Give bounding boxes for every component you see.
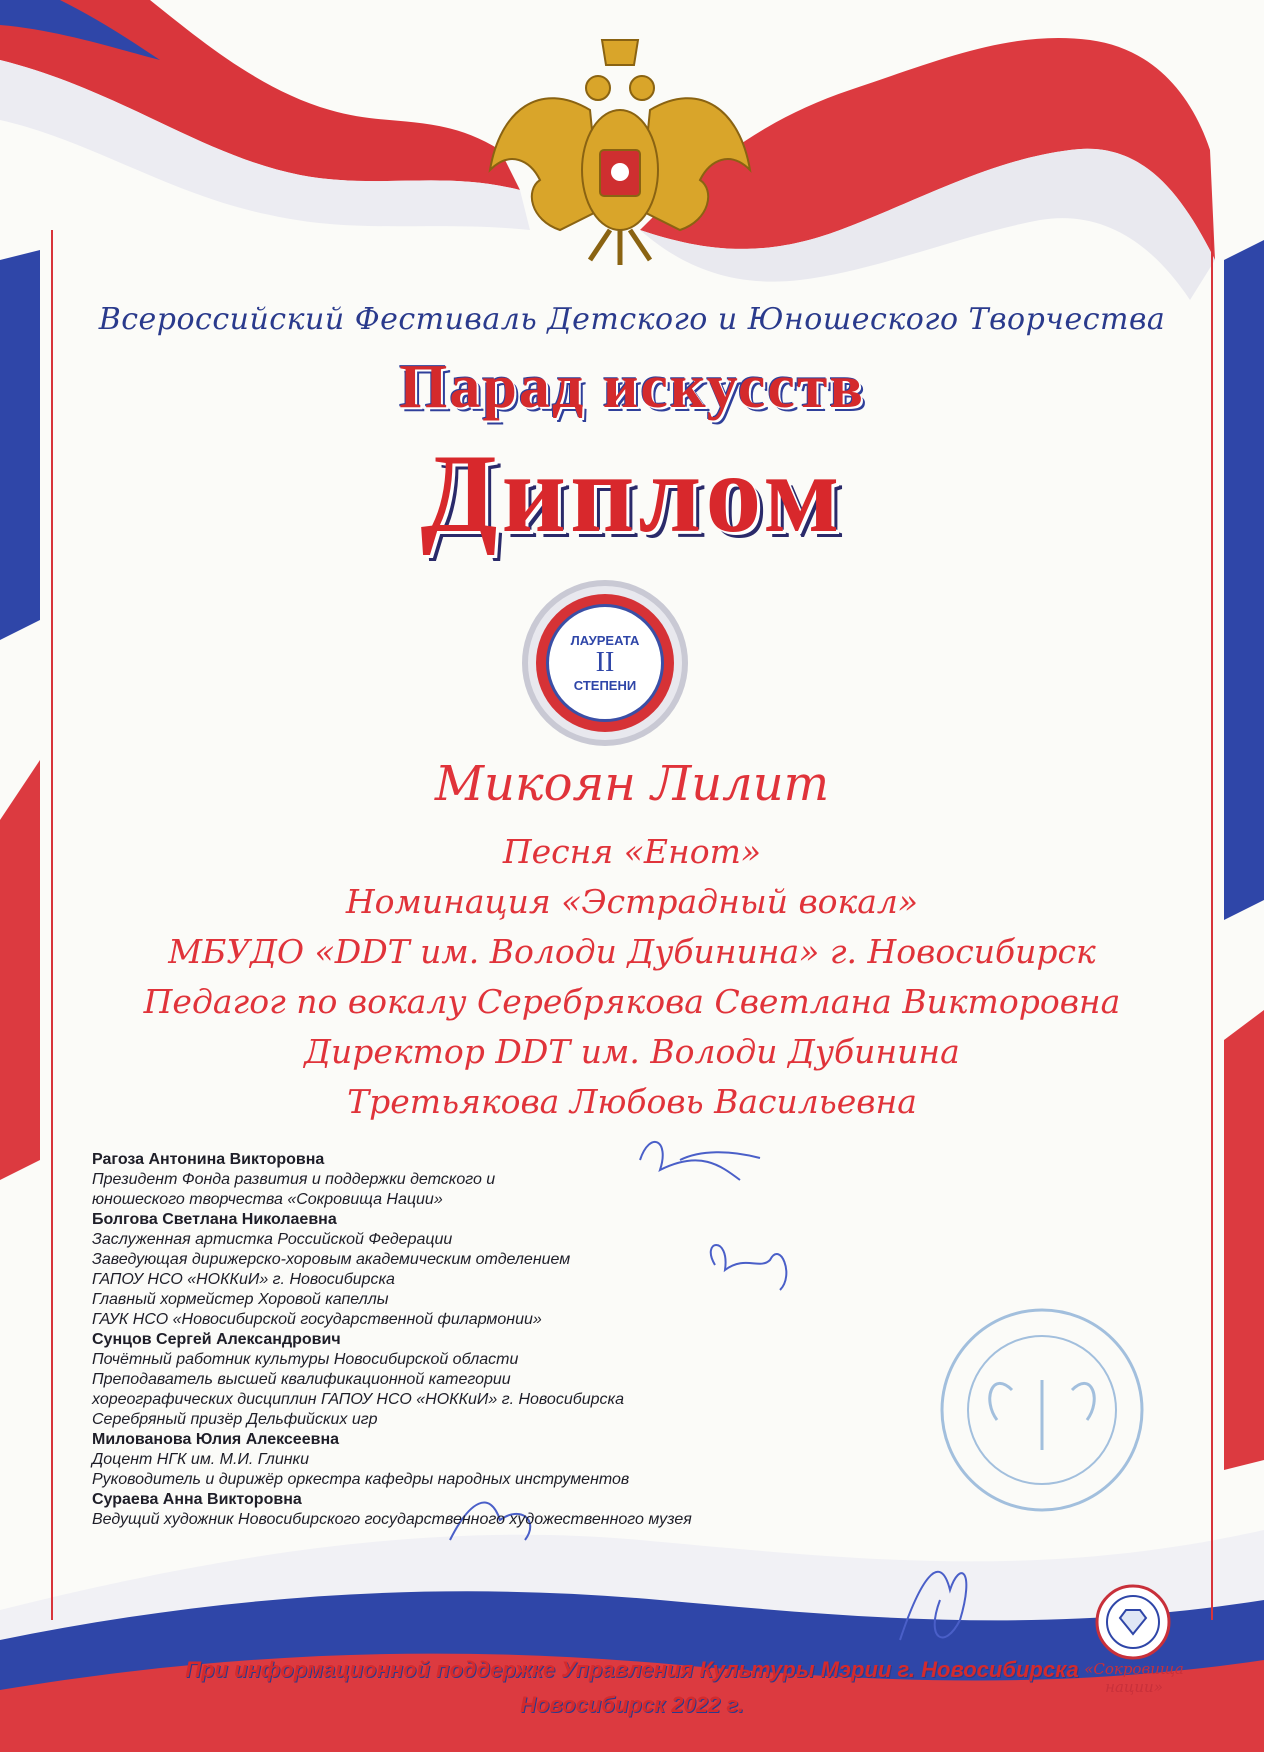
jury-member-role: Доцент НГК им. М.И. Глинки [92, 1451, 309, 1468]
organization-logo-caption: «Сокровища нации» [1084, 1660, 1184, 1696]
laureate-name: Микоян Лилит [434, 756, 830, 812]
jury-member [92, 1430, 812, 1490]
medal-ring [536, 594, 674, 732]
medal-line-1: ЛАУРЕАТА [570, 633, 640, 648]
award-director-name: Третьякова Любовь Васильевна [347, 1082, 917, 1121]
jury-member-name: Болгова Светлана Николаевна [92, 1211, 337, 1228]
award-song: Песня «Енот» [502, 832, 762, 871]
jury-member-role: хореографических дисциплин ГАПОУ НСО «НОККиИ» г. Новосибирска [92, 1391, 624, 1408]
jury-member-role: Почётный работник культуры Новосибирской области [92, 1351, 519, 1368]
jury-member [92, 1490, 812, 1530]
footer-city-year: Новосибирск 2022 г. [520, 1692, 744, 1717]
flag-right-red [1224, 1010, 1264, 1470]
jury-member-role: Преподаватель высшей квалификационной категории [92, 1371, 511, 1388]
jury-member-role: Руководитель и дирижёр оркестра кафедры народных инструментов [92, 1471, 630, 1488]
jury-member-role: Заведующая дирижерско-хоровым академическим отделением [92, 1251, 571, 1268]
award-nomination: Номинация «Эстрадный вокал» [345, 882, 919, 921]
jury-member [92, 1150, 812, 1210]
laureate-medal [522, 580, 688, 746]
jury-member-name: Сунцов Сергей Александрович [92, 1331, 341, 1348]
festival-title: Всероссийский Фестиваль Детского и Юношеского Творчества [98, 302, 1166, 337]
award-school: МБУДО «DDT им. Володи Дубинина» г. Новосибирск [168, 932, 1096, 971]
seal-stamp [942, 1310, 1142, 1510]
award-teacher: Педагог по вокалу Серебрякова Светлана Викторовна [143, 982, 1121, 1021]
jury-member-name: Рагоза Антонина Викторовна [92, 1151, 325, 1168]
medal-inner [546, 604, 664, 722]
organization-logo [1078, 1582, 1188, 1662]
festival-name: Парад искусств [399, 353, 865, 421]
jury-list [92, 1150, 812, 1530]
jury-member [92, 1210, 812, 1330]
jury-member-name: Милованова Юлия Алексеевна [92, 1431, 339, 1448]
jury-member-role: Ведущий художник Новосибирского государственного художественного музея [92, 1511, 692, 1528]
jury-member-role: Главный хормейстер Хоровой капеллы [92, 1291, 389, 1308]
jury-member-role: ГАУК НСО «Новосибирской государственной филармонии» [92, 1311, 542, 1328]
jury-member-name: Сураева Анна Викторовна [92, 1491, 302, 1508]
footer-support-line: При информационной поддержке Управления Культуры Мэрии г. Новосибирска [185, 1657, 1079, 1682]
jury-member [92, 1330, 812, 1430]
jury-member-role: ГАПОУ НСО «НОККиИ» г. Новосибирска [92, 1271, 395, 1288]
award-director: Директор DDT им. Володи Дубинина [304, 1032, 960, 1071]
jury-member-role: Президент Фонда развития и поддержки детского и [92, 1171, 496, 1188]
jury-member-role: юношеского творчества «Сокровища Нации» [92, 1191, 443, 1208]
medal-degree: II [595, 647, 615, 678]
medal-line-3: СТЕПЕНИ [573, 678, 637, 693]
flag-right-blue [1224, 240, 1264, 920]
document-title: Диплом [420, 432, 844, 556]
jury-member-role: Серебряный призёр Дельфийских игр [92, 1411, 378, 1428]
jury-member-role: Заслуженная артистка Российской Федерации [92, 1231, 453, 1248]
